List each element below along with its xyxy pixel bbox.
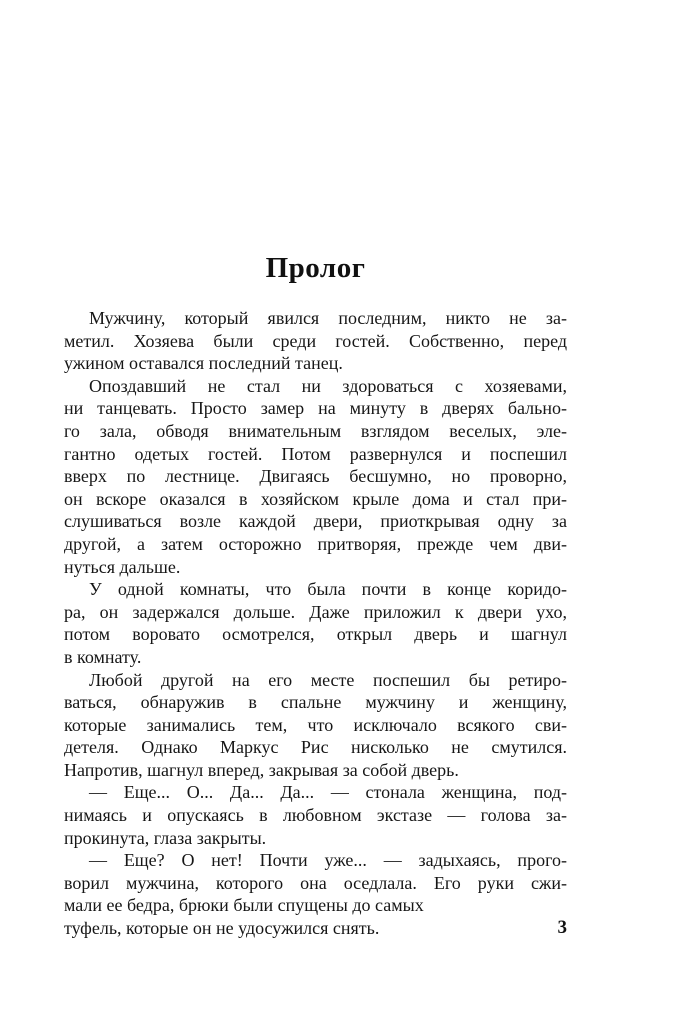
text-line: ваться, обнаружив в спальне мужчину и женщину, — [64, 692, 567, 713]
chapter-title: Пролог — [265, 252, 366, 284]
text-line: ворил мужчина, которого она оседлала. Его руки сжи- — [64, 872, 567, 893]
text-line: — Еще? О нет! Почти уже... — задыхаясь, прого- — [89, 850, 567, 871]
text-line: Мужчину, который явился последним, никто не за- — [89, 308, 567, 328]
text-line: У одной комнаты, что была почти в конце коридо- — [89, 579, 567, 600]
text-line: потом воровато осмотрелся, открыл дверь и шагнул — [64, 624, 567, 645]
text-line: нимаясь и опускаясь в любовном экстазе — голова за- — [64, 805, 567, 826]
text-line: туфель, которые он не удосужился снять. — [64, 918, 380, 939]
text-line: вверх по лестнице. Двигаясь бесшумно, но проворно, — [64, 466, 567, 487]
text-line: ни танцевать. Просто замер на минуту в дверях бально- — [64, 398, 567, 419]
text-line: метил. Хозяева были среди гостей. Собственно, перед — [64, 330, 567, 351]
text-line: ужином оставался последний танец. — [64, 353, 343, 374]
text-line: которые занимались тем, что исключало всякого сви- — [64, 714, 567, 735]
text-line: ра, он задержался дольше. Даже приложил к двери ухо, — [64, 601, 567, 622]
text-line: — Еще... О... Да... Да... — стонала женщина, под- — [89, 782, 567, 803]
text-line: другой, а затем осторожно притворяя, прежде чем дви- — [64, 533, 567, 554]
text-line: мали ее бедра, брюки были спущены до самых — [64, 895, 424, 916]
text-line: прокинута, глаза закрыты. — [64, 827, 267, 848]
text-line: в комнату. — [64, 646, 142, 667]
text-line: он вскоре оказался в хозяйском крыле дома и стал при- — [64, 488, 567, 509]
text-line: гантно одетых гостей. Потом развернулся и поспешил — [64, 443, 567, 464]
text-line: Напротив, шагнул вперед, закрывая за собой дверь. — [64, 759, 459, 780]
text-line: нуться дальше. — [64, 556, 181, 577]
page-number: 3 — [557, 917, 567, 938]
body-text — [64, 307, 567, 940]
text-line: Опоздавший не стал ни здороваться с хозяевами, — [89, 375, 567, 396]
text-line: го зала, обводя внимательным взглядом веселых, эле- — [64, 420, 567, 441]
text-line: слушиваться возле каждой двери, приоткрывая одну за — [64, 511, 567, 532]
text-line: детеля. Однако Маркус Рис нисколько не смутился. — [64, 737, 567, 758]
text-line: Любой другой на его месте поспешил бы ретиро- — [89, 669, 567, 690]
